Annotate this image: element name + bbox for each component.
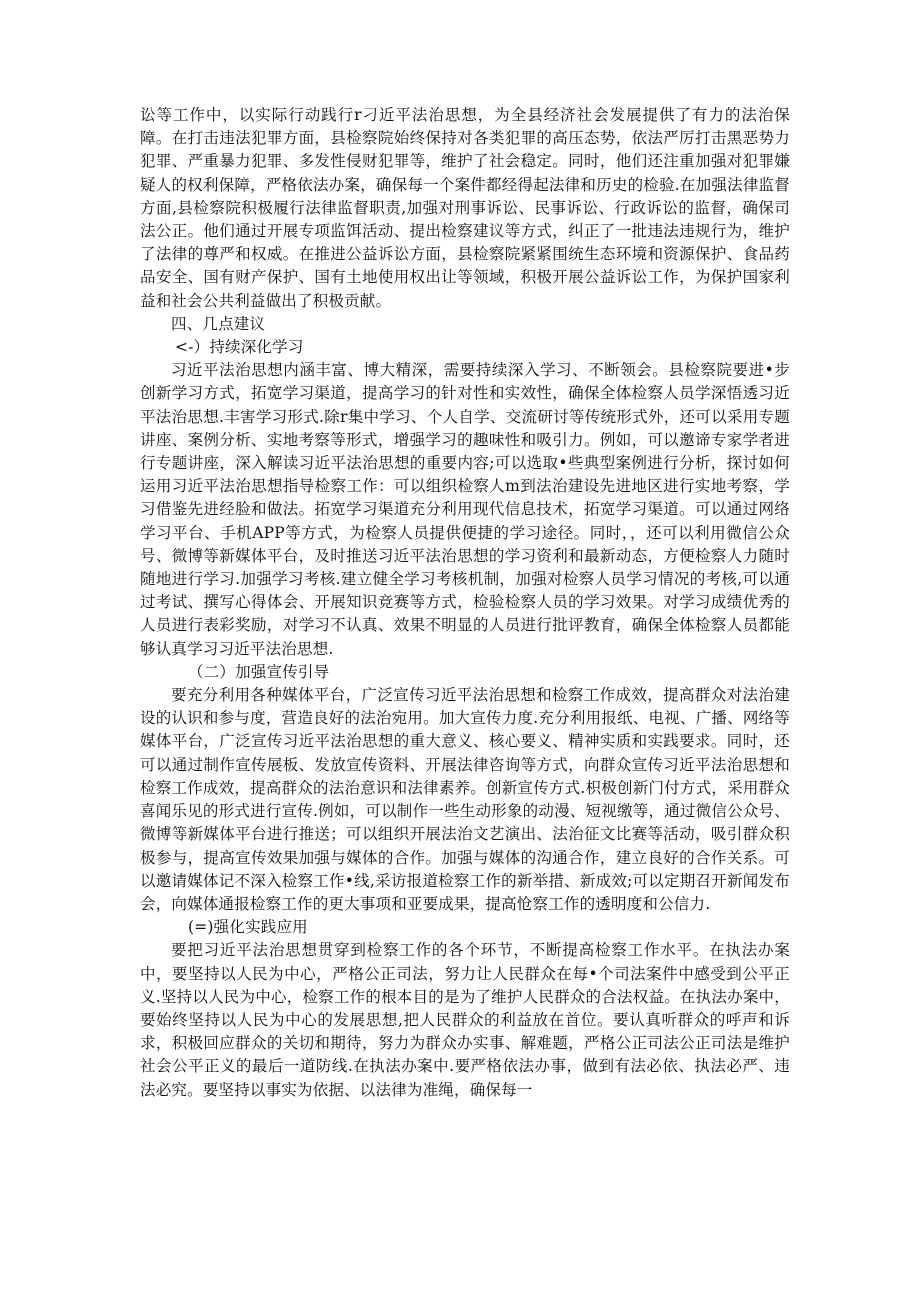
subsection-heading-3: (=)强化实践应用 bbox=[188, 918, 308, 937]
paragraph-practice: 要把习近平法治思想贯穿到检察工作的各个环节，不断提高检察工作水平。在执法办案中，要坚持以人民为中心，严格公正司法，努力让人民群众在每•个司法案件中感受到公平正义.坚持以人民为中心，检察工作的根本目的是为了维护人民群众的合法权益。在执法办案中，要始终坚持以人民为中心的发展思想,把人民群众的利益放在首位。要认真听群众的呼声和诉求，积极回应群众的关切和期待，努力为群众办实事、解难题，严格公正司法公正司法是维护社会公平正义的最后一道防线.在执法办案中.要严格依法办事，做到有法必依、执法必严、违法必究。要坚持以事实为依据、以法律为准绳，确保每一 bbox=[140, 941, 790, 1099]
section-heading-4: 四、几点建议 bbox=[171, 314, 266, 333]
subsection-heading-2: （二）加强宣传引导 bbox=[188, 662, 330, 681]
paragraph-continuation: 讼等工作中，以实际行动践行r刁近平法治思想，为全县经济社会发展提供了有力的法治保障。在打击违法犯罪方面，县检察院始终保持对各类犯罪的高压态势，依法严厉打击黑恶势力犯罪、严重暴力犯罪、多发性侵财犯罪等，维护了社会稳定。同时，他们还注重加强对犯罪嫌疑人的权利保障，严格依法办案，确保每一个案件都经得起法律和历史的检验.在加强法律监督方面,县检察院积极履行法律监督职责,加强对刑事诉讼、民事诉讼、行政诉讼的监督，确保司法公正。他们通过开展专项监饵活动、提出检察建议等方式，纠正了一批违法违规行为，维护了法律的尊严和权威。在推进公益诉讼方面，县检察院紧紧围统生态环境和资源保护、食品药品安全、国有财产保护、国有土地使用权出让等领域，积极开展公益诉讼工作，为保护国家利益和社会公共利益做出了积极贡献。 bbox=[140, 106, 790, 310]
paragraph-publicity: 要充分利用各种媒体平台，广泛宣传习近平法治思想和检察工作成效，提高群众对法治建设的认识和参与度，营造良好的法治宛用。加大宣传力度.充分利用报纸、电视、广播、网络等媒体平台，广泛宣传习近平法治思想的重大意义、核心要义、精神实质和实践要求。同时，还可以通过制作宣传展板、发放宣传资料、开展法律咨询等方式，向群众宣传习近平法治思想和检察工作成效，提高群众的法治意识和法律素养。创新宣传方式.枳极创新门付方式，采用群众喜闻乐见的形式进行宣传.例如，可以制作一些生动形象的动漫、短视缴等，通过微信公众号、微博等新媒体平台进行推送；可以组织开展法治文艺演出、法治征文比赛等活动，吸引群众积极参与，提高宣传效果加强与媒体的合作。加强与媒体的沟通合作，建立良好的合作关系。可以邀请媒体记不深入检察工作•线,采访报道检察工作的新举措、新成效;可以定期召开新闻发布会，向媒体通报检察工作的更大事项和亚要成果，提高怆察工作的透明度和公信力. bbox=[140, 686, 790, 913]
subsection-heading-1: <-）持续深化学习 bbox=[175, 338, 304, 357]
document-body bbox=[140, 104, 790, 1102]
paragraph-study: 习近平法治思想内涵丰富、博大精深，需要持续深入学习、不断领会。县检察院要进•步创新学习方式，拓宽学习渠道，提高学习的针对性和实效性，确保全体检察人员学深悟透习近平法治思想.丰害学习形式.除r集中学习、个人自学、交流研讨等传统形式外，还可以采用专题讲座、案例分析、实地考察等形式，增强学习的趣味性和吸引力。例如，可以邀谛专家学者进行专题讲座，深入解读习近平法治思想的重要内容;可以选取•些典型案例进行分析，探讨如何运用习近平法治思想指导检察工作：可以组织检察人m到法治建设先进地区进行实地考察，学习借鉴先进经脸和做法。拓宽学习渠道充分利用现代信息技术，拓宽学习渠道。可以通过网络学习平台、手机APP等方式，为检察人员提供便捷的学习途径。同时，，还可以利用微信公众号、微博等新媒体平台，及时推送习近平法治思想的学习资利和最新动态，方便检察人力随时随地进行学习.加强学习考核.建立健全学习考核机制，加强对检察人员学习情况的考核,可以通过考试、撰写心得体会、开展知识竞赛等方式，检验检察人员的学习效果。对学习成绩优秀的人员进行表彩奖励，对学习不认真、效果不明显的人员进行批评教育，确保全体检察人员都能够认真学习习近平法治思想. bbox=[140, 361, 790, 658]
